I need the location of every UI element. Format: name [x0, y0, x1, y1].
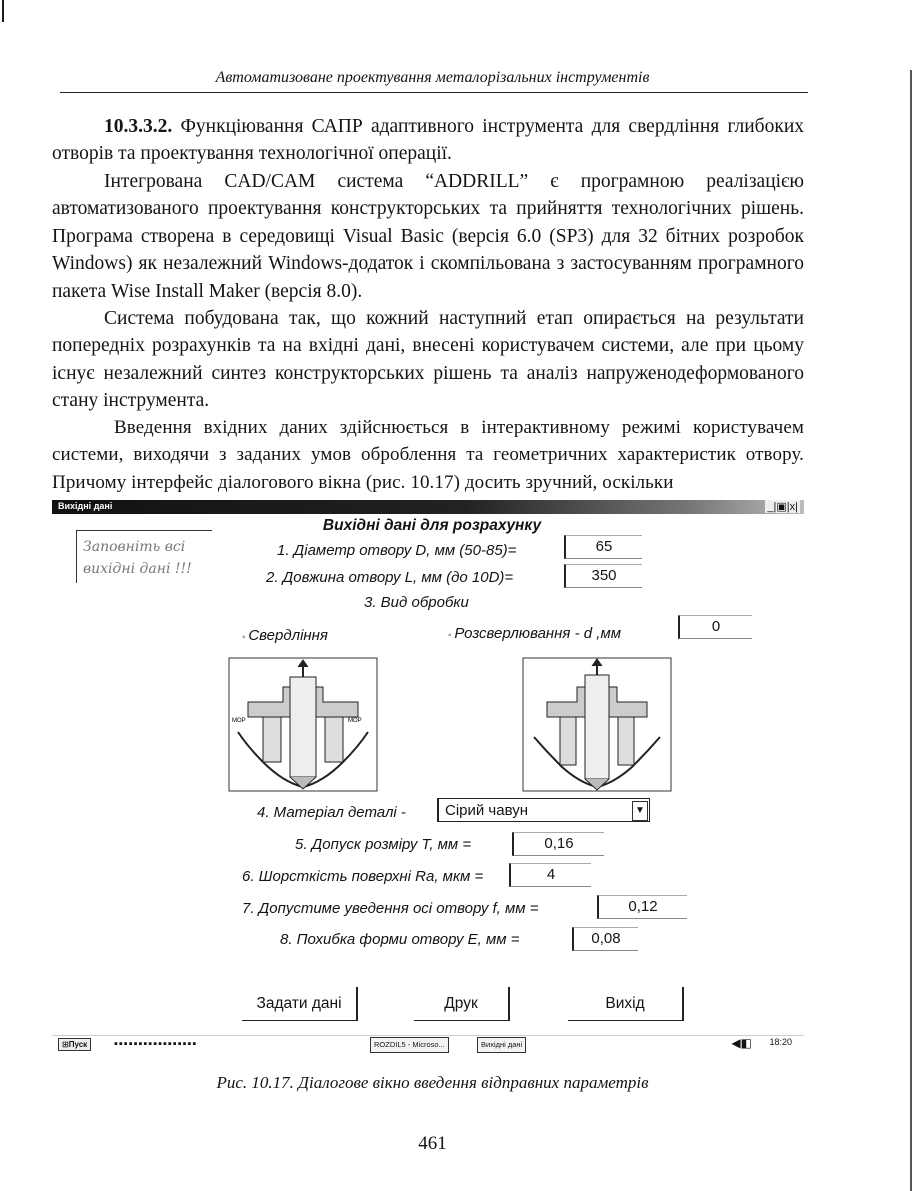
start-label: Пуск [68, 1040, 88, 1049]
radio-dot-selected[interactable]: ◦ [242, 632, 249, 643]
set-data-button[interactable]: Задати дані [242, 987, 358, 1021]
page-number: 461 [418, 1133, 447, 1154]
figure-caption: Рис. 10.17. Діалогове вікно введення відправних параметрів [216, 1073, 649, 1092]
drill-body-left [238, 660, 368, 789]
material-selected-value: Сірий чавун [445, 802, 529, 819]
length-field[interactable]: 350 [564, 564, 642, 588]
taskbar-item-rozdil[interactable]: ROZDIL5 - Microso... [370, 1037, 449, 1053]
quick-launch-icons[interactable]: ▪▪▪▪▪▪▪▪▪▪▪▪▪▪▪▪▪ [114, 1038, 198, 1050]
dialog-screenshot [52, 497, 804, 1057]
paragraph-intro-text: Введення вхідних даних здійснюється в інтерактивному режимі користувачем системи, виходячи з заданих умов оброблення та геометричних характеристик отвору. Причому інтерфейс діалогового вікна (рис. 10.17) досить зручний, оскільки [52, 417, 804, 493]
paragraph-cadcam [52, 168, 804, 305]
paragraph-cadcam-text: Інтегрована CAD/CAM система “ADDRILL” є програмною реалізацією автоматизованого проектування конструкторських та прийняття технологічних рішень. Програма створена в середовищі Visual Basic (версія 6.0 (SP3) для 32 бітних розробок Windows) як незалежний Windows-додаток і скомпільована з застосуванням програмного пакета Wise Install Maker (версія 8.0). [52, 171, 804, 302]
form-error-field[interactable]: 0,08 [572, 927, 638, 951]
material-select[interactable] [437, 798, 650, 822]
drilling-radio[interactable] [242, 627, 328, 644]
reaming-diameter-field[interactable]: 0 [678, 615, 752, 639]
diameter-label: 1. Діаметр отвору D, мм (50-85)= [277, 542, 517, 559]
running-head: Автоматизоване проектування металорізальних інструментів [215, 69, 650, 86]
processing-label: 3. Вид обробки [364, 594, 469, 611]
roughness-label: 6. Шорсткість поверхні Ra, мкм = [242, 868, 484, 885]
axis-deviation-field[interactable]: 0,12 [597, 895, 687, 919]
reaming-tool-diagram [522, 657, 672, 792]
section-number: 10.3.3.2. [104, 116, 173, 137]
exit-button[interactable]: Вихід [568, 987, 684, 1021]
section-title-line1: Функціювання САПР адаптивного інструмента для свердління [180, 116, 720, 137]
paragraph-system-text: Система побудована так, що кожний наступний етап опирається на результати попередніх розрахунків та на вхідні дані, внесені користувачем системи, але при цьому існує незалежний синтез конструкторських рішень та аналіз напруженодеформованого стану інструмента. [52, 308, 804, 412]
dialog-titlebar [52, 500, 804, 514]
radio-dot-empty[interactable]: ◦ [448, 630, 455, 641]
form-error-label: 8. Похибка форми отвору E, мм = [280, 931, 520, 948]
header-rule [60, 92, 808, 93]
dialog-heading: Вихідні дані для розрахунку [322, 517, 542, 534]
chevron-down-icon[interactable]: ▼ [632, 801, 648, 821]
taskbar-clock: 18:20 [769, 1037, 792, 1047]
drilling-tool-diagram [228, 657, 378, 792]
roughness-field[interactable]: 4 [509, 863, 591, 887]
diameter-field[interactable]: 65 [564, 535, 642, 559]
axis-deviation-label: 7. Допустиме уведення осі отвору f, мм = [242, 900, 539, 917]
window-control-buttons[interactable]: _|▣|x| [767, 501, 798, 513]
note-line1: Заповніть всі [83, 539, 186, 555]
scan-edge-right [910, 70, 912, 1191]
length-label: 2. Довжина отвору L, мм (до 10D)= [266, 569, 514, 586]
instruction-note [76, 530, 212, 583]
material-label: 4. Матеріал деталі - [257, 804, 406, 821]
speaker-icon[interactable]: ◀◧ [731, 1036, 752, 1050]
coolant-label-left: МОР [232, 718, 246, 724]
taskbar-item-input-data[interactable]: Вихідні дані [477, 1037, 526, 1053]
print-button[interactable]: Друк [414, 987, 510, 1021]
dialog-window-title: Вихідні дані [58, 501, 113, 511]
coolant-label-right: МОР [348, 718, 362, 724]
tolerance-field[interactable]: 0,16 [512, 832, 604, 856]
section-heading [52, 113, 804, 168]
scan-edge-left [2, 0, 4, 22]
start-button[interactable]: ⊞Пуск [58, 1038, 91, 1051]
reaming-option-label: Розсверлювання - d ,мм [454, 625, 622, 642]
taskbar [52, 1035, 804, 1054]
drilling-option-label: Свердління [248, 627, 328, 644]
tolerance-label: 5. Допуск розміру T, мм = [295, 836, 472, 853]
paragraph-intro [52, 414, 804, 496]
paragraph-system [52, 305, 804, 415]
reaming-radio[interactable] [448, 625, 621, 642]
note-line2: вихідні дані !!! [83, 561, 192, 577]
section-title-line2: глибоких отворів та проектування технологічної операції. [52, 116, 805, 165]
